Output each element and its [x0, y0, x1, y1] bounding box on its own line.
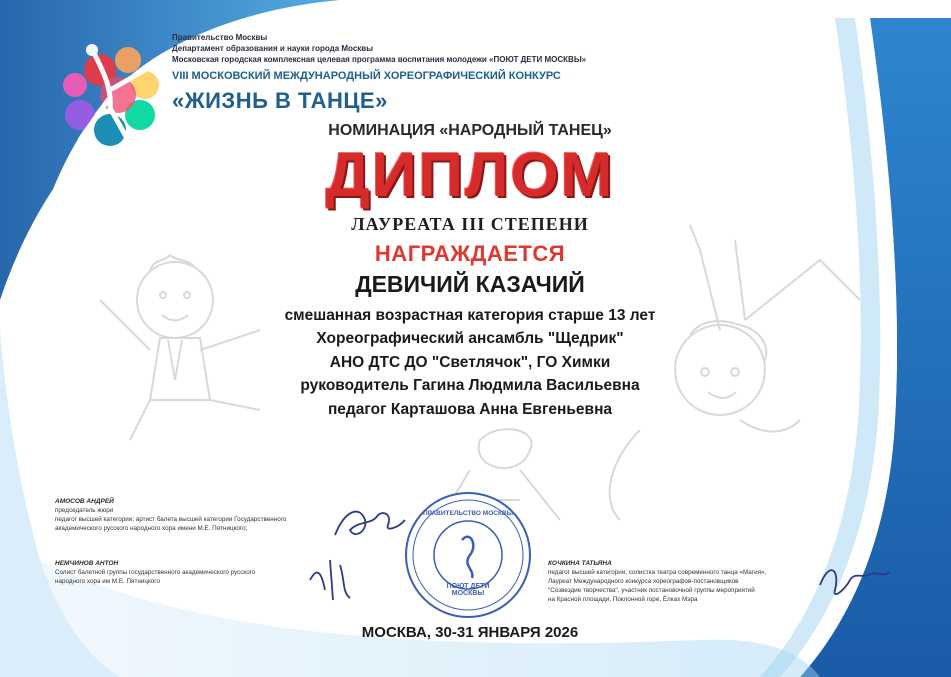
laureate-degree: ЛАУРЕАТА III СТЕПЕНИ — [351, 214, 589, 234]
signatory-1-desc: академического русского народного хора имени М.Е. Пятницкого; — [55, 525, 248, 532]
signatory-3-desc: "Созвездие творчества", участник постановочной группы мероприятий — [548, 587, 755, 594]
event-date-place: МОСКВА, 30-31 ЯНВАРЯ 2026 — [361, 624, 579, 641]
detail-line: педагог Карташова Анна Евгеньевна — [327, 401, 613, 418]
diploma-title: ДИПЛОМ — [325, 141, 615, 210]
header-program: Московская городская комплексная целевая программа воспитания молодежи «ПОЮТ ДЕТИ МОСКВЫ» — [172, 55, 587, 64]
detail-line: АНО ДТС ДО "Светлячок", ГО Химки — [329, 354, 611, 371]
header-government: Правительство Москвы — [172, 33, 268, 42]
signatory-3-desc: на Красной площади, Поклонной горе, Ёлках Мэра — [548, 596, 698, 603]
signatory-1-desc: педагог высшей категории; артист балета высшей категории Государственного — [55, 516, 287, 523]
signatory-1-name: АМОСОВ АНДРЕЙ — [55, 498, 114, 505]
signatory-3-desc: педагог высшей категории, солистка театра современного танца «Магия», — [548, 569, 767, 576]
detail-line: смешанная возрастная категория старше 13 лет — [284, 307, 656, 324]
signatory-3-desc: Лауреат Международного конкурса хореографов-постановщиков — [548, 578, 739, 585]
signatory-2-desc: Солист балетной группы государственного академического русского — [55, 569, 256, 576]
header-department: Департамент образования и науки города Москвы — [172, 44, 374, 53]
seal-top-text: ПРАВИТЕЛЬСТВО МОСКВЫ — [423, 510, 513, 517]
detail-line: Хореографический ансамбль "Щедрик" — [316, 330, 624, 347]
awarded-label: НАГРАЖДАЕТСЯ — [374, 241, 566, 266]
detail-line: руководитель Гагина Людмила Васильевна — [300, 377, 640, 394]
recipient-name: ДЕВИЧИЙ КАЗАЧИЙ — [355, 271, 585, 297]
header-contest-name: «ЖИЗНЬ В ТАНЦЕ» — [172, 88, 388, 113]
signatory-1-role: председатель жюри — [55, 507, 114, 514]
seal-center-text: ПОЮТ ДЕТИ МОСКВЫ — [446, 583, 490, 597]
header-contest: VIII МОСКОВСКИЙ МЕЖДУНАРОДНЫЙ ХОРЕОГРАФИЧЕСКИЙ КОНКУРС — [172, 70, 561, 82]
signatory-2-name: НЕМЧИНОВ АНТОН — [55, 560, 119, 567]
signatory-2-desc: народного хора им М.Е. Пятницкого — [55, 578, 160, 585]
nomination: НОМИНАЦИЯ «НАРОДНЫЙ ТАНЕЦ» — [328, 122, 612, 139]
signatory-3-name: КОЧКИНА ТАТЬЯНА — [548, 560, 612, 567]
